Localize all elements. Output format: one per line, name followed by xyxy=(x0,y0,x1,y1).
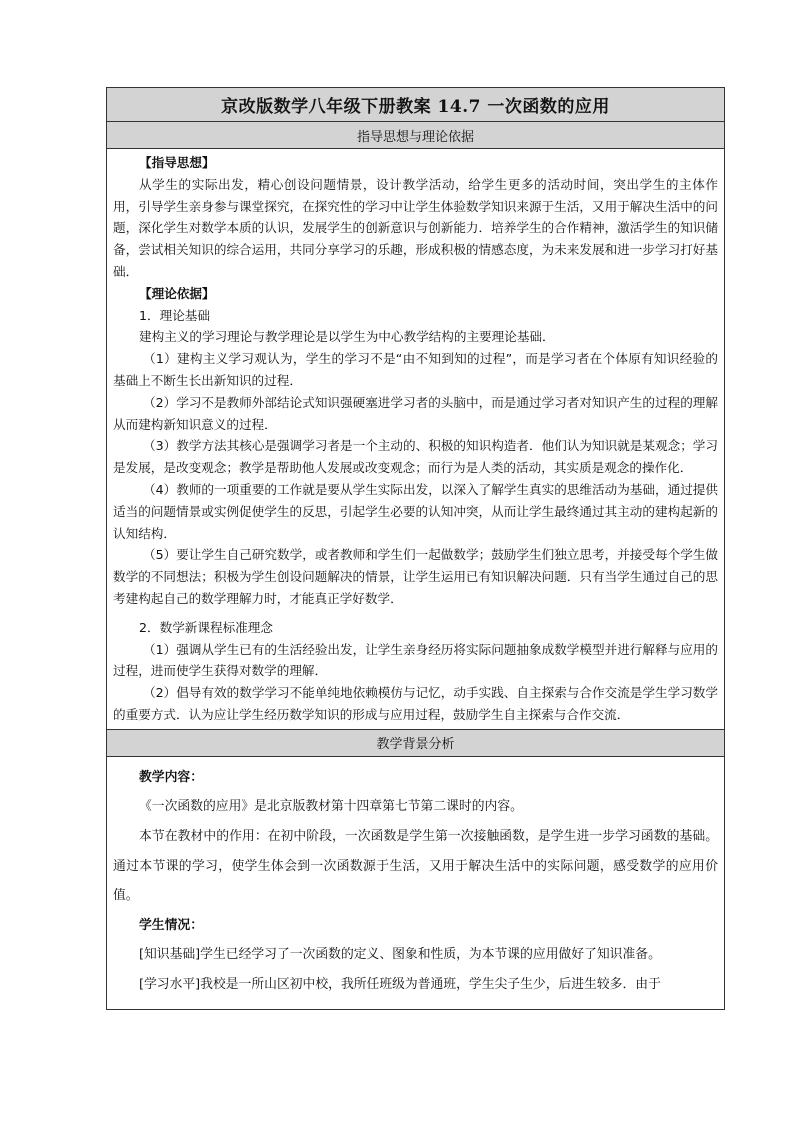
basis-item: （5）要让学生自己研究数学，或者教师和学生们一起做数学；鼓励学生们独立思考，并接受每个学生做数学的不同想法；积极为学生创设问题解决的情景，让学生运用已有知识解决问题．只有当学生通过自己的思考建构起自己的数学理解力时，才能真正学好数学． xyxy=(113,547,718,606)
content-text: 《一次函数的应用》是北京版教材第十四章第七节第二课时的内容。 xyxy=(139,799,523,815)
standard-item: （2）倡导有效的数学学习不能单纯地依赖模仿与记忆，动手实践、自主探索与合作交流是学生学习数学的重要方式．认为应让学生经历数学知识的形成与应用过程，鼓励学生自主探索与合作交流． xyxy=(113,685,718,722)
guiding-text: 从学生的实际出发，精心创设问题情景，设计教学活动，给学生更多的活动时间，突出学生的主体作用，引导学生亲身参与课堂探究，在探究性的学习中让学生体验数学知识来源于生活，又用于解决生活中的问题，深化学生对数学本质的认识，发展学生的创新意识与创新能力．培养学生的合作精神，激活学生的知识储备，尝试相关知识的综合运用，共同分享学习的乐趣，形成积极的情感态度，为未来发展和进一步学习打好基础． xyxy=(113,176,718,279)
section-heading-background: 教学背景分析 xyxy=(107,729,724,757)
student-label: 学生情况： xyxy=(139,917,203,933)
basis-intro: 建构主义的学习理论与教学理论是以学生为中心教学结构的主要理论基础． xyxy=(139,329,555,345)
knowledge-text: [知识基础]学生已经学习了一次函数的定义、图象和性质，为本节课的应用做好了知识准备。 xyxy=(139,947,661,963)
role-text: 本节在教材中的作用：在初中阶段，一次函数是学生第一次接触函数，是学生进一步学习函数的基础。通过本节课的学习，使学生体会到一次函数源于生活，又用于解决生活中的实际问题，感受数学的应用价值。 xyxy=(113,828,718,904)
guiding-label: 【指导思想】 xyxy=(139,155,215,170)
content-label: 教学内容： xyxy=(139,769,203,785)
standard-title: 2．数学新课程标准理念 xyxy=(139,619,273,635)
background-cell xyxy=(107,757,724,1000)
document-title: 京改版数学八年级下册教案 14.7 一次函数的应用 xyxy=(107,88,724,122)
theory-label: 【理论依据】 xyxy=(139,285,215,301)
basis-item: （4）教师的一项重要的工作就是要从学生实际出发，以深入了解学生真实的思维活动为基础，通过提供适当的问题情景或实例促使学生的反思，引起学生必要的认知冲突，从而让学生最终通过其主动的建构起新的认知结构． xyxy=(113,481,718,541)
lesson-plan-table xyxy=(106,87,725,1010)
standard-item: （1）强调从学生已有的生活经验出发，让学生亲身经历将实际问题抽象成数学模型并进行解释与应用的过程，进而使学生获得对数学的理解． xyxy=(113,641,718,679)
basis-item: （1）建构主义学习观认为，学生的学习不是“由不知到知的过程”，而是学习者在个体原有知识经验的基础上不断生长出新知识的过程． xyxy=(113,351,718,388)
basis-item: （2）学习不是教师外部结论式知识强硬塞进学习者的头脑中，而是通过学习者对知识产生的过程的理解从而建构新知识意义的过程． xyxy=(113,394,718,432)
level-text: [学习水平]我校是一所山区初中校，我所任班级为普通班，学生尖子生少，后进生较多．由于 xyxy=(139,976,661,992)
theory-cell xyxy=(107,149,724,726)
section-heading-theory: 指导思想与理论依据 xyxy=(107,122,724,149)
basis-item: （3）教学方法其核心是强调学习者是一个主动的、积极的知识构造者．他们认为知识就是某观念；学习是发展，是改变观念；教学是帮助他人发展或改变观念；而行为是人类的活动，其实质是观念的操作化． xyxy=(113,438,718,476)
basis-title: 1．理论基础 xyxy=(139,307,210,323)
